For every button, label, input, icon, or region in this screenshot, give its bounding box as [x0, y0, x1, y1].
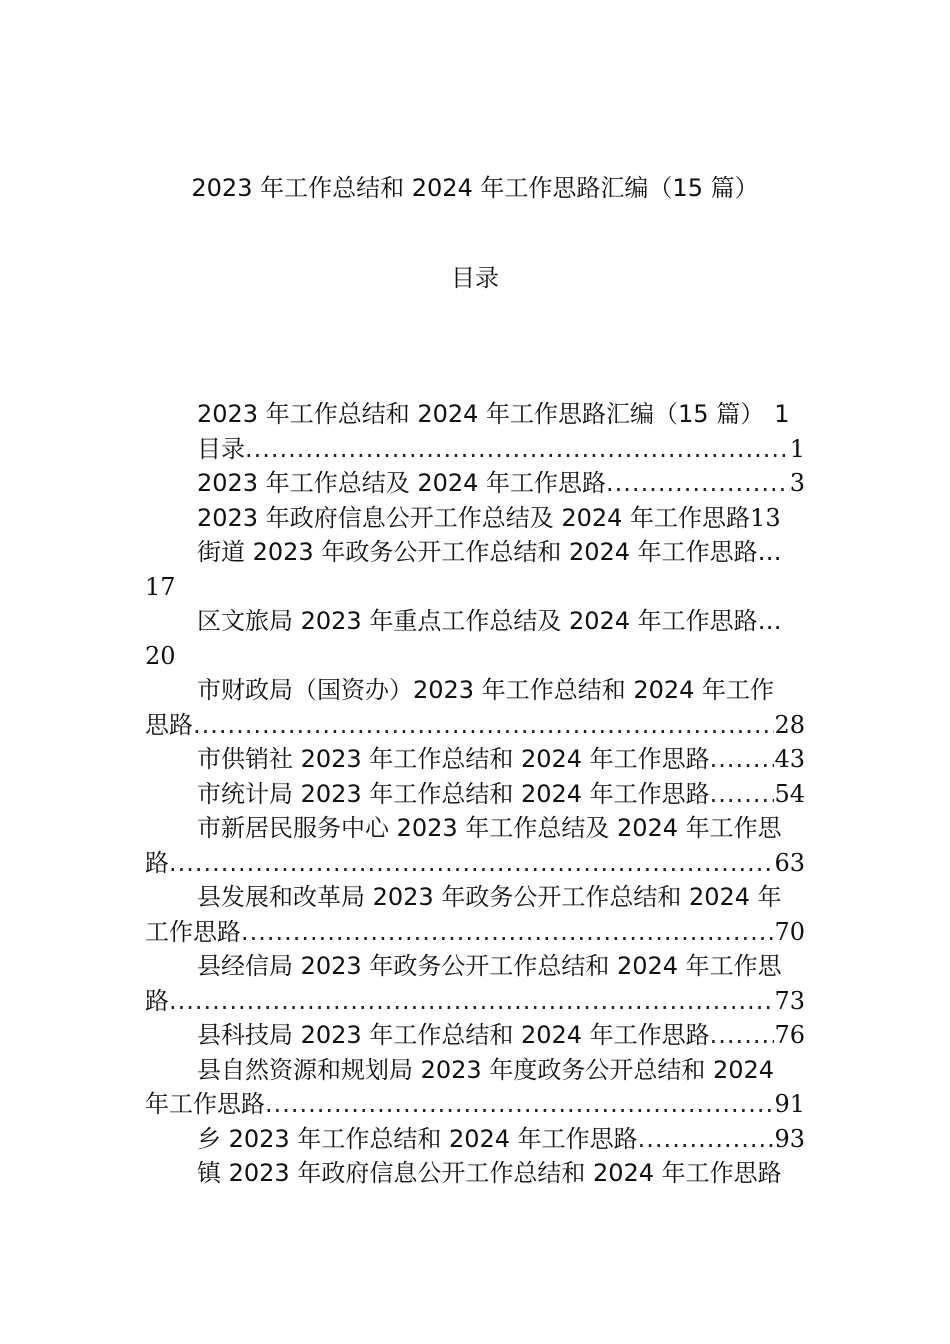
toc-entry[interactable]: [145, 432, 805, 467]
toc-entry-page: 54: [774, 779, 805, 808]
toc-entry-page: 13: [750, 503, 781, 532]
toc-entry-title: 2023 年政府信息公开工作总结及 2024 年工作思路: [197, 503, 751, 532]
toc-entry-title: 县自然资源和规划局 2023 年度政务公开总结和 2024: [197, 1055, 775, 1084]
toc-leader-dots: [193, 708, 774, 743]
toc-entry[interactable]: [145, 777, 805, 812]
toc-entry-continuation[interactable]: [145, 570, 805, 605]
toc-entry-title: 街道 2023 年政务公开工作总结和 2024 年工作思路…: [197, 538, 782, 566]
toc-entry-title-cont: 路: [145, 848, 169, 877]
toc-entry[interactable]: [145, 673, 805, 708]
toc-entry-continuation[interactable]: [145, 708, 805, 743]
toc-entry-continuation[interactable]: [145, 1087, 805, 1122]
toc-entry-page: 73: [774, 986, 805, 1015]
toc-entry[interactable]: [145, 397, 805, 432]
toc-entry[interactable]: [145, 1053, 805, 1088]
toc-entry-page: 3: [789, 469, 805, 497]
toc-entry[interactable]: [145, 1122, 805, 1157]
toc-leader-dots: [606, 466, 790, 501]
toc-leader-dots: [710, 777, 775, 812]
toc-entry-title-cont: 思路: [145, 710, 193, 739]
toc-entry-page: 76: [774, 1021, 805, 1049]
toc-entry-title: 县科技局 2023 年工作总结和 2024 年工作思路: [197, 1021, 710, 1049]
toc-entry-title-cont: 工作思路: [145, 917, 241, 946]
toc-entry-continuation[interactable]: [145, 915, 805, 950]
toc-entry-title: 镇 2023 年政府信息公开工作总结和 2024 年工作思路: [197, 1159, 782, 1187]
toc-heading: 目录: [451, 264, 499, 292]
toc-entry-page: 91: [774, 1090, 805, 1118]
toc-leader-dots: [169, 984, 774, 1019]
toc-entry-title: 市新居民服务中心 2023 年工作总结及 2024 年工作思: [197, 814, 782, 842]
toc-leader-dots: [241, 915, 774, 950]
toc-entry[interactable]: [145, 880, 805, 915]
toc-entry-title: 区文旅局 2023 年重点工作总结及 2024 年工作思路…: [197, 607, 782, 635]
toc-entry-continuation[interactable]: [145, 984, 805, 1019]
toc-entry-page: 17: [145, 572, 176, 601]
toc-entry-continuation[interactable]: [145, 639, 805, 674]
toc-entry-page: 63: [774, 848, 805, 877]
toc-entry-page: 93: [774, 1124, 805, 1153]
toc-entry-title: 市统计局 2023 年工作总结和 2024 年工作思路: [197, 779, 710, 808]
toc-entry[interactable]: [145, 949, 805, 984]
toc-entry-title: 目录: [197, 434, 245, 463]
table-of-contents: [145, 397, 805, 1191]
toc-entry-continuation[interactable]: [145, 846, 805, 881]
toc-entry-page: 1: [789, 434, 805, 463]
toc-entry-title: 2023 年工作总结及 2024 年工作思路: [197, 469, 607, 497]
toc-entry[interactable]: [145, 466, 805, 501]
toc-leader-dots: [265, 1087, 774, 1122]
toc-entry-title: 县经信局 2023 年政务公开工作总结和 2024 年工作思: [197, 952, 782, 980]
toc-entry[interactable]: [145, 501, 805, 536]
toc-leader-dots: [638, 1122, 775, 1157]
toc-entry-title-cont: 年工作思路: [145, 1090, 265, 1118]
document-title: 2023 年工作总结和 2024 年工作思路汇编（15 篇）: [191, 174, 759, 202]
toc-entry-title: 县发展和改革局 2023 年政务公开工作总结和 2024 年: [197, 883, 782, 911]
toc-entry-title: 2023 年工作总结和 2024 年工作思路汇编（15 篇）: [197, 400, 765, 428]
toc-entry-page: 1: [774, 400, 790, 428]
toc-leader-dots: [245, 432, 790, 467]
toc-entry[interactable]: [145, 535, 805, 570]
toc-entry[interactable]: [145, 742, 805, 777]
toc-entry-page: 43: [774, 745, 805, 773]
toc-leader-dots: [710, 742, 775, 777]
toc-entry-page: 20: [145, 641, 176, 670]
toc-entry-page: 70: [774, 917, 805, 946]
toc-leader-dots: [710, 1018, 775, 1053]
toc-entry-page: 28: [774, 710, 805, 739]
toc-entry[interactable]: [145, 604, 805, 639]
toc-entry-title: 乡 2023 年工作总结和 2024 年工作思路: [197, 1124, 638, 1153]
toc-entry-title: 市供销社 2023 年工作总结和 2024 年工作思路: [197, 745, 710, 773]
toc-entry[interactable]: [145, 1018, 805, 1053]
toc-entry-title: 市财政局（国资办）2023 年工作总结和 2024 年工作: [197, 676, 775, 704]
toc-entry[interactable]: [145, 1156, 805, 1191]
toc-leader-dots: [169, 846, 774, 881]
toc-entry-title-cont: 路: [145, 986, 169, 1015]
toc-entry[interactable]: [145, 811, 805, 846]
